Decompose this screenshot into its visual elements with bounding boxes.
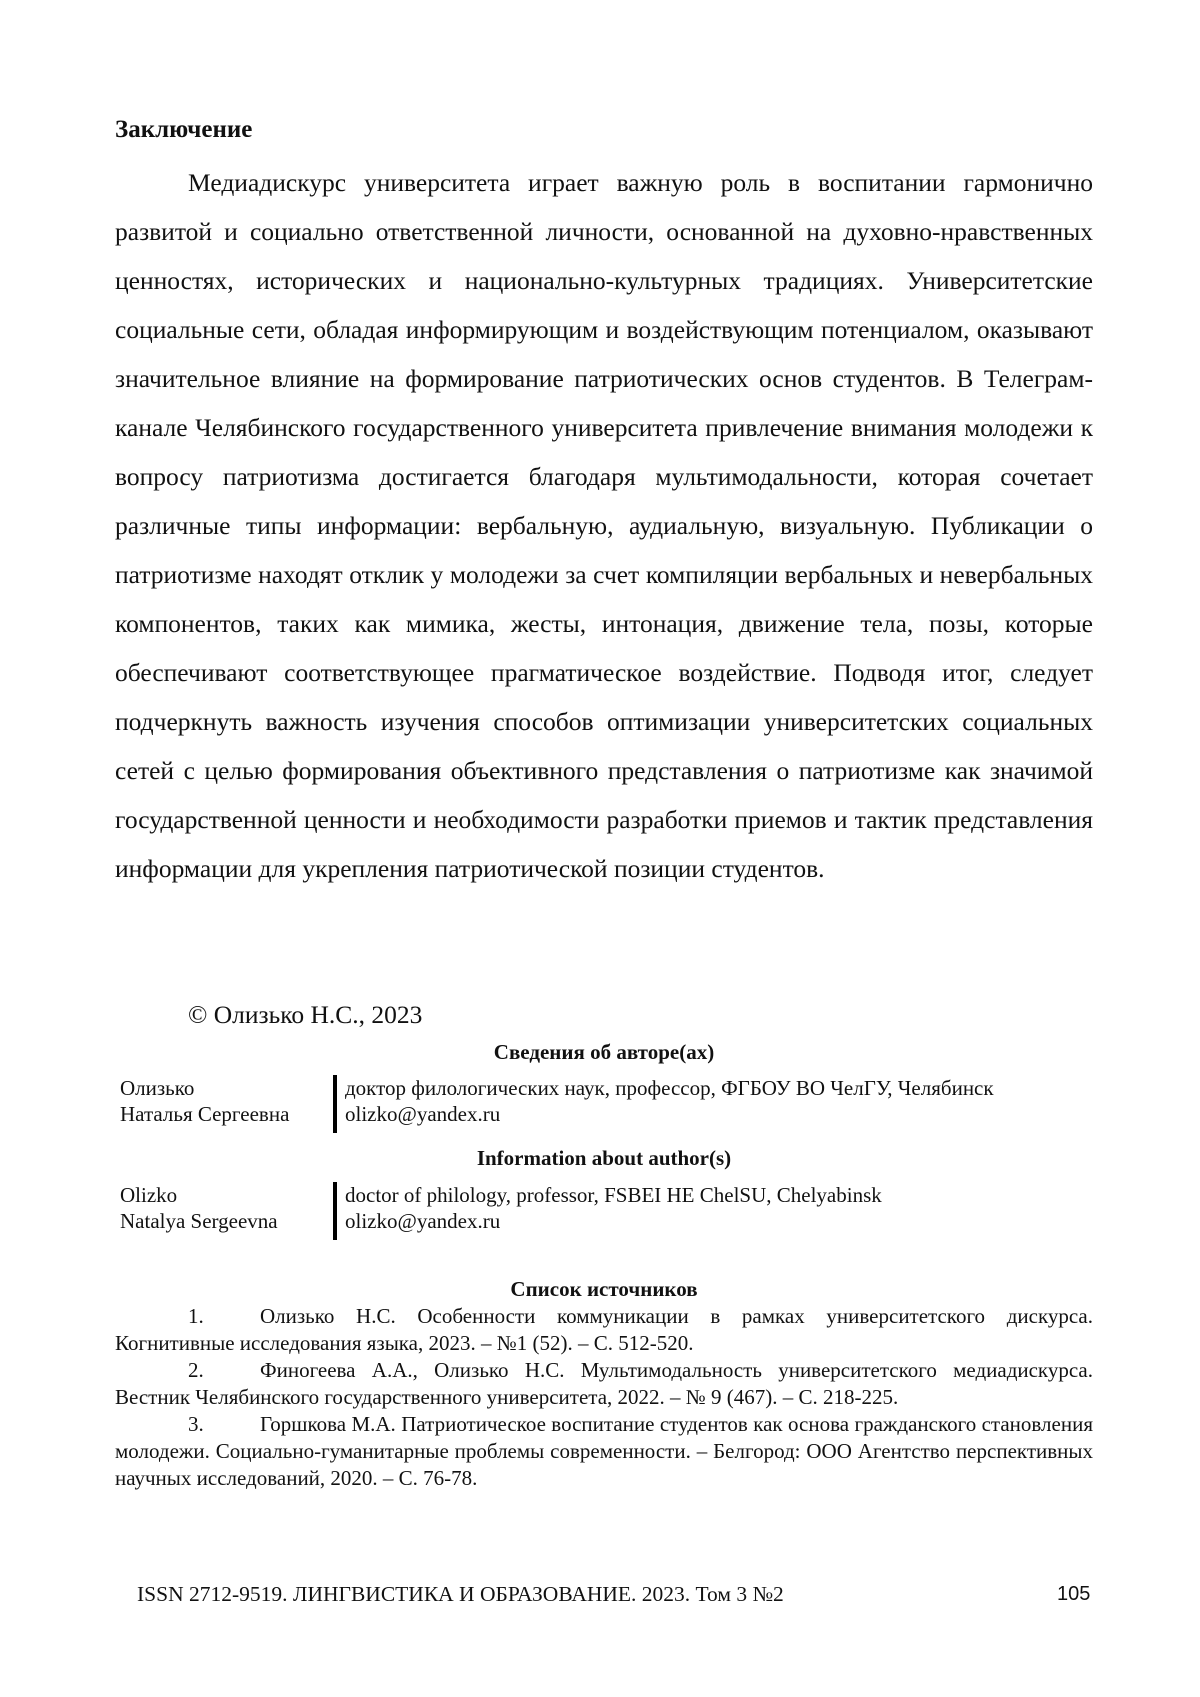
author-position: doctor of philology, professor, FSBEI HE ChelSU, Chelyabinsk: [345, 1183, 882, 1207]
author-given-names: Natalya Sergeevna: [120, 1209, 278, 1233]
page-number: 105: [1057, 1583, 1091, 1605]
references-title: Список источников: [510, 1277, 698, 1301]
section-heading: Заключение: [115, 116, 253, 143]
journal-footer: ISSN 2712-9519. ЛИНГВИСТИКА И ОБРАЗОВАНИЕ. 2023. Том 3 №2: [137, 1582, 784, 1606]
author-divider: [333, 1182, 337, 1240]
copyright-line: © Олизько Н.С., 2023: [188, 1000, 423, 1029]
reference-number: 1.: [188, 1304, 204, 1328]
references-list: [115, 1303, 1093, 1492]
reference-number: 3.: [188, 1412, 204, 1436]
reference-number: 2.: [188, 1358, 204, 1382]
author-name-en: [120, 1182, 330, 1234]
author-info-title-ru: Сведения об авторе(ах): [493, 1040, 715, 1064]
author-details-ru: [345, 1075, 1105, 1127]
author-info-title-en: Information about author(s): [476, 1146, 732, 1170]
reference-text: Олизько Н.С. Особенности коммуникации в рамках университетского дискурса. Когнитивные исследования языка, 2023. – №1 (52). – С. 512-520.: [115, 1304, 1093, 1355]
reference-item: [115, 1303, 1093, 1357]
reference-text: Финогеева А.А., Олизько Н.С. Мультимодальность университетского медиадискурса. Вестник Челябинского государственного университета, 2022. – № 9 (467). – С. 218-225.: [115, 1358, 1093, 1409]
reference-item: [115, 1411, 1093, 1492]
conclusion-paragraph: Медиадискурс университета играет важную роль в воспитании гармонично развитой и социально ответственной личности, основанной на духовно-нравственных ценностях, исторических и национально-культурных традициях. Университетские социальные сети, обладая информирующим и воздействующим потенциалом, оказывают значительное влияние на формирование патриотических основ студентов. В Телеграм-канале Челябинского государственного университета привлечение внимания молодежи к вопросу патриотизма достигается благодаря мультимодальности, которая сочетает различные типы информации: вербальную, аудиальную, визуальную. Публикации о патриотизме находят отклик у молодежи за счет компиляции вербальных и невербальных компонентов, таких как мимика, жесты, интонация, движение тела, позы, которые обеспечивают соответствующее прагматическое воздействие. Подводя итог, следует подчеркнуть важность изучения способов оптимизации университетских социальных сетей с целью формирования объективного представления о патриотизме как значимой государственной ценности и необходимости разработки приемов и тактик представления информации для укрепления патриотической позиции студентов.: [115, 168, 1093, 883]
author-given-names: Наталья Сергеевна: [120, 1102, 290, 1126]
reference-item: [115, 1357, 1093, 1411]
reference-text: Горшкова М.А. Патриотическое воспитание студентов как основа гражданского становления молодежи. Социально-гуманитарные проблемы современности. – Белгород: ООО Агентство перспективных научных исследований, 2020. – С. 76-78.: [115, 1412, 1093, 1490]
author-surname: Olizko: [120, 1183, 178, 1207]
author-position: доктор филологических наук, профессор, ФГБОУ ВО ЧелГУ, Челябинск: [345, 1076, 994, 1100]
author-details-en: [345, 1182, 1105, 1234]
author-divider: [333, 1075, 337, 1133]
author-email: olizko@yandex.ru: [345, 1209, 501, 1233]
author-name-ru: [120, 1075, 330, 1127]
author-email: olizko@yandex.ru: [345, 1102, 501, 1126]
author-surname: Олизько: [120, 1076, 195, 1100]
